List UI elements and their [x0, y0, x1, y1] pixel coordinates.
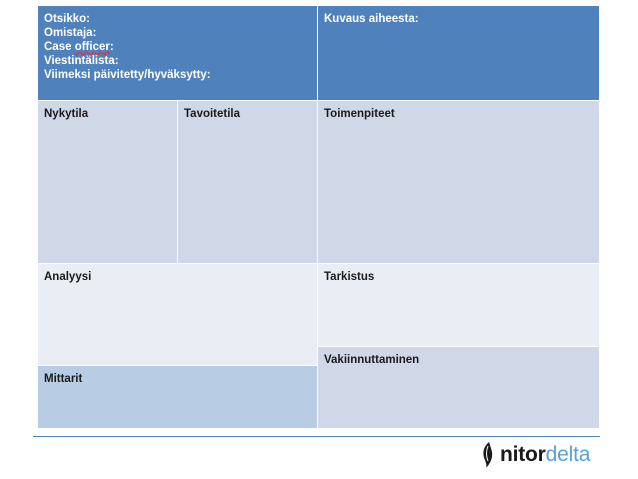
metrics-block: [38, 366, 317, 428]
standardization-block: [318, 347, 599, 428]
mailing-list-field-label: Viestintälista:: [44, 55, 119, 67]
standardization-label: Vakiinnuttaminen: [324, 354, 420, 366]
actions-label: Toimenpiteet: [324, 108, 395, 120]
target-state-block: [178, 101, 317, 263]
metrics-label: Mittarit: [44, 373, 83, 385]
topic-description-block: [318, 6, 599, 100]
review-label: Tarkistus: [324, 271, 375, 283]
analysis-block: [38, 264, 317, 365]
nitor-delta-logo: [480, 440, 590, 470]
analysis-label: Analyysi: [44, 271, 92, 283]
review-block: [318, 264, 599, 346]
current-state-block: [38, 101, 177, 263]
case-officer-field-label: Case officer:: [44, 41, 114, 53]
last-updated-field-label: Viimeksi päivitetty/hyväksytty:: [44, 69, 211, 81]
current-state-label: Nykytila: [44, 108, 89, 120]
owner-field-label: Omistaja:: [44, 27, 97, 39]
header-info-block: [38, 6, 317, 100]
logo-word-delta: delta: [545, 443, 591, 466]
title-field-label: Otsikko:: [44, 13, 91, 25]
feather-icon: [480, 441, 496, 469]
logo-word-nitor: nitor: [500, 443, 546, 466]
topic-description-label: Kuvaus aiheesta:: [324, 13, 419, 25]
actions-block: [318, 101, 599, 263]
target-state-label: Tavoitetila: [184, 108, 241, 120]
footer-divider: [33, 436, 600, 437]
